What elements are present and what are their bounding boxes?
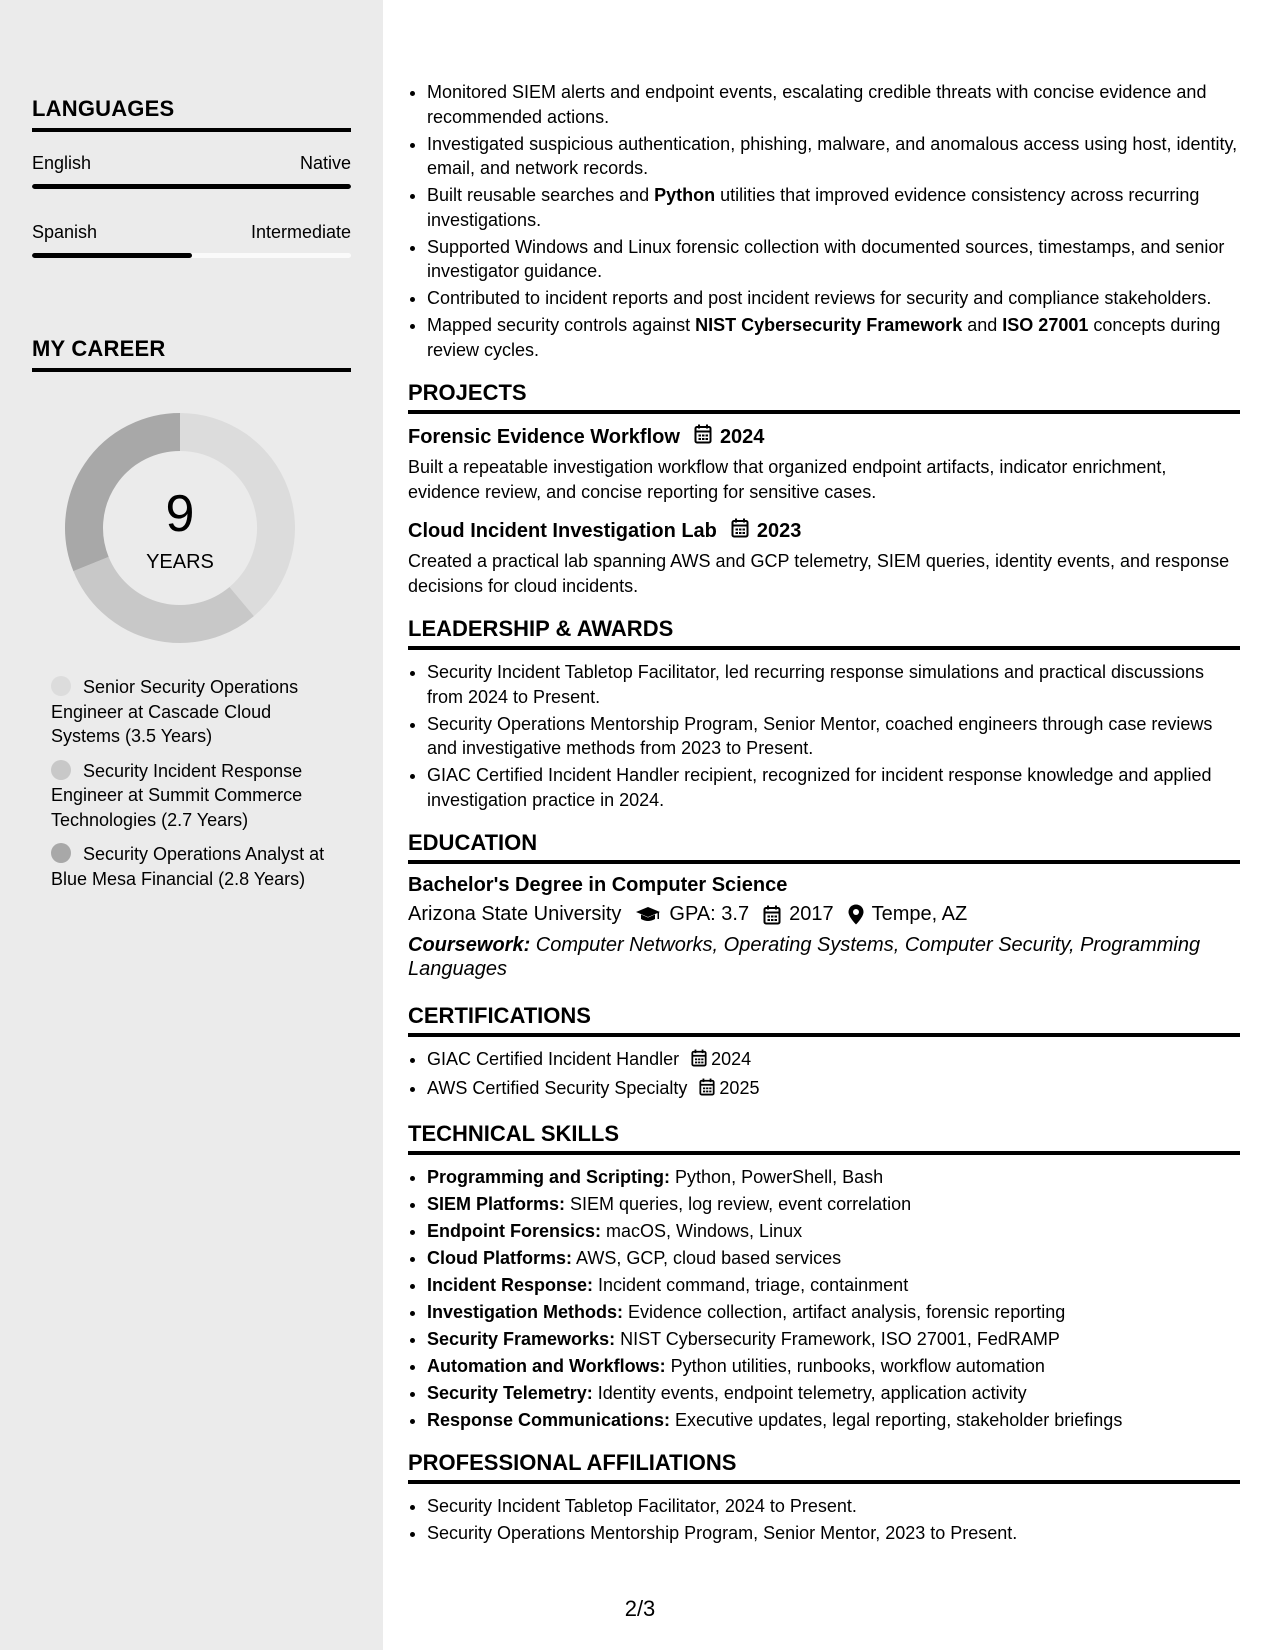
certification-name: GIAC Certified Incident Handler bbox=[427, 1049, 680, 1069]
bullet-text: Mapped security controls against bbox=[427, 315, 696, 335]
education-heading: EDUCATION bbox=[408, 830, 1240, 864]
career-legend-text: Security Operations Analyst at Blue Mesa Financial (2.8 Years) bbox=[51, 844, 325, 889]
project-title-row bbox=[408, 424, 1240, 450]
project-description: Created a practical lab spanning AWS and GCP telemetry, SIEM queries, identity events, and response decisions for cloud incidents. bbox=[408, 551, 1230, 596]
bullet-text: Supported Windows and Linux forensic collection with documented sources, timestamps, and senior investigator guidance. bbox=[427, 236, 1225, 281]
project-year: 2023 bbox=[756, 519, 802, 542]
career-heading: MY CAREER bbox=[32, 336, 351, 372]
bullet-bold-text: ISO 27001 bbox=[1002, 315, 1089, 335]
skill-item bbox=[427, 1273, 1240, 1298]
career-legend bbox=[51, 675, 331, 901]
skill-value: Evidence collection, artifact analysis, forensic reporting bbox=[623, 1301, 1066, 1322]
career-legend-text: Senior Security Operations Engineer at Cascade Cloud Systems (3.5 Years) bbox=[51, 677, 299, 746]
leadership-heading: LEADERSHIP & AWARDS bbox=[408, 616, 1240, 650]
bullet-text: and bbox=[962, 315, 1003, 335]
skill-value: AWS, GCP, cloud based services bbox=[572, 1247, 842, 1268]
languages-heading: LANGUAGES bbox=[32, 96, 351, 132]
skill-item bbox=[427, 1327, 1240, 1352]
calendar-icon bbox=[699, 1078, 715, 1103]
calendar-icon bbox=[731, 518, 749, 544]
skill-label: Security Frameworks: bbox=[427, 1328, 616, 1349]
language-name: Spanish bbox=[32, 222, 98, 242]
project-name: Cloud Incident Investigation Lab bbox=[408, 519, 717, 542]
coursework-list: Computer Networks, Operating Systems, Computer Security, Programming Languages bbox=[408, 934, 1201, 980]
affiliations-list bbox=[408, 1494, 1240, 1546]
affiliation-item: • Security Incident Tabletop Facilitator, 2024 to Present. bbox=[427, 1494, 1240, 1519]
calendar-icon bbox=[691, 1049, 707, 1074]
skill-value: NIST Cybersecurity Framework, ISO 27001, FedRAMP bbox=[615, 1328, 1060, 1349]
skill-item bbox=[427, 1219, 1240, 1244]
degree-title: Bachelor's Degree in Computer Science bbox=[408, 874, 788, 896]
skills-list bbox=[408, 1165, 1240, 1433]
skill-label: Security Telemetry: bbox=[427, 1382, 593, 1403]
certifications-heading: CERTIFICATIONS bbox=[408, 1003, 1240, 1037]
language-proficiency-fill bbox=[32, 184, 351, 189]
skill-label: Investigation Methods: bbox=[427, 1301, 624, 1322]
affiliations-heading: PROFESSIONAL AFFILIATIONS bbox=[408, 1450, 1240, 1484]
certification-year: 2024 bbox=[711, 1049, 752, 1069]
career-legend-text: Security Incident Response Engineer at Summit Commerce Technologies (2.7 Years) bbox=[51, 760, 303, 830]
bullet-text: Built reusable searches and bbox=[427, 185, 655, 205]
legend-dot-icon bbox=[51, 843, 71, 863]
skill-value: SIEM queries, log review, event correlation bbox=[565, 1193, 912, 1214]
skill-item bbox=[427, 1300, 1240, 1325]
project-title-row bbox=[408, 518, 1240, 544]
location-pin-icon bbox=[848, 904, 864, 925]
school-location: Tempe, AZ bbox=[871, 903, 968, 925]
sidebar bbox=[0, 0, 383, 1650]
career-donut-chart bbox=[62, 410, 298, 646]
bullet-text: Monitored SIEM alerts and endpoint events, escalating credible threats with concise evidence and recommended actions. bbox=[427, 82, 1207, 127]
project-year: 2024 bbox=[719, 425, 765, 448]
skill-label: SIEM Platforms: bbox=[427, 1193, 566, 1214]
coursework-label: Coursework: bbox=[408, 934, 531, 956]
leadership-item: • Security Incident Tabletop Facilitator, led recurring response simulations and practical discussions from 2024 to Present. bbox=[427, 660, 1240, 709]
calendar-icon bbox=[694, 424, 712, 450]
certification-item bbox=[427, 1076, 1240, 1103]
skill-label: Cloud Platforms: bbox=[427, 1247, 573, 1268]
language-level: Intermediate bbox=[250, 222, 351, 242]
skill-item bbox=[427, 1381, 1240, 1406]
bullet-text: utilities that improved evidence consistency across recurring investigations. bbox=[427, 185, 1200, 230]
skill-item bbox=[427, 1246, 1240, 1271]
language-level: Native bbox=[299, 153, 351, 173]
skill-item bbox=[427, 1165, 1240, 1190]
bullet-bold-text: NIST Cybersecurity Framework bbox=[695, 315, 963, 335]
skill-value: macOS, Windows, Linux bbox=[601, 1220, 803, 1241]
language-proficiency-bar bbox=[32, 184, 351, 189]
certification-name: AWS Certified Security Specialty bbox=[427, 1078, 688, 1098]
skill-label: Endpoint Forensics: bbox=[427, 1220, 602, 1241]
career-years-total: 9 bbox=[165, 485, 195, 543]
certification-item bbox=[427, 1047, 1240, 1074]
bullet-text: Investigated suspicious authentication, phishing, malware, and anomalous access using host, identity, email, and network records. bbox=[427, 133, 1238, 178]
skill-label: Incident Response: bbox=[427, 1274, 594, 1295]
bullet-bold-text: Python bbox=[654, 185, 716, 205]
skill-item bbox=[427, 1192, 1240, 1217]
graduation-year: 2017 bbox=[789, 903, 834, 925]
leadership-item: • GIAC Certified Incident Handler recipient, recognized for incident response knowledge and applied investigation practice in 2024. bbox=[427, 763, 1240, 812]
skill-item bbox=[427, 1408, 1240, 1433]
career-legend-item bbox=[51, 759, 331, 833]
skill-value: Identity events, endpoint telemetry, application activity bbox=[592, 1382, 1027, 1403]
main-content bbox=[408, 80, 1240, 1548]
skill-value: Python, PowerShell, Bash bbox=[670, 1166, 884, 1187]
experience-bullet bbox=[427, 286, 1240, 311]
skills-heading: TECHNICAL SKILLS bbox=[408, 1121, 1240, 1155]
language-proficiency-fill bbox=[32, 253, 192, 258]
career-years-label: YEARS bbox=[146, 551, 214, 573]
skill-value: Executive updates, legal reporting, stakeholder briefings bbox=[670, 1409, 1123, 1430]
skill-value: Python utilities, runbooks, workflow automation bbox=[665, 1355, 1045, 1376]
experience-bullet bbox=[427, 183, 1240, 232]
experience-bullet bbox=[427, 313, 1240, 362]
calendar-icon bbox=[763, 905, 781, 925]
education-details bbox=[408, 903, 1240, 926]
experience-bullets bbox=[408, 80, 1240, 362]
language-row bbox=[32, 222, 351, 243]
experience-bullet bbox=[427, 132, 1240, 181]
experience-bullet bbox=[427, 80, 1240, 129]
language-row bbox=[32, 153, 351, 174]
coursework bbox=[408, 933, 1240, 981]
affiliation-item: • Security Operations Mentorship Program, Senior Mentor, 2023 to Present. bbox=[427, 1521, 1240, 1546]
language-proficiency-bar bbox=[32, 253, 351, 258]
skill-label: Response Communications: bbox=[427, 1409, 671, 1430]
skill-value: Incident command, triage, containment bbox=[593, 1274, 909, 1295]
leadership-list bbox=[408, 660, 1240, 812]
legend-dot-icon bbox=[51, 760, 71, 780]
page-number: 2/3 bbox=[624, 1596, 656, 1621]
project-name: Forensic Evidence Workflow bbox=[408, 425, 680, 448]
career-legend-item bbox=[51, 842, 331, 891]
legend-dot-icon bbox=[51, 676, 71, 696]
project-description: Built a repeatable investigation workflow that organized endpoint artifacts, indicator enrichment, evidence review, and concise reporting for sensitive cases. bbox=[408, 457, 1167, 502]
language-name: English bbox=[32, 153, 92, 173]
bullet-text: concepts during review cycles. bbox=[427, 315, 1221, 360]
career-legend-item bbox=[51, 675, 331, 749]
gpa: GPA: 3.7 bbox=[669, 903, 750, 925]
skill-item bbox=[427, 1354, 1240, 1379]
bullet-text: Contributed to incident reports and post incident reviews for security and compliance stakeholders. bbox=[427, 288, 1212, 308]
leadership-item: • Security Operations Mentorship Program, Senior Mentor, coached engineers through case reviews and investigative methods from 2023 to Present. bbox=[427, 712, 1240, 761]
certification-year: 2025 bbox=[719, 1078, 760, 1098]
skill-label: Programming and Scripting: bbox=[427, 1166, 671, 1187]
skill-label: Automation and Workflows: bbox=[427, 1355, 666, 1376]
experience-bullet bbox=[427, 235, 1240, 284]
school-name: Arizona State University bbox=[408, 903, 622, 925]
certifications-list bbox=[408, 1047, 1240, 1103]
graduation-cap-icon bbox=[635, 906, 661, 924]
projects-heading: PROJECTS bbox=[408, 380, 1240, 414]
